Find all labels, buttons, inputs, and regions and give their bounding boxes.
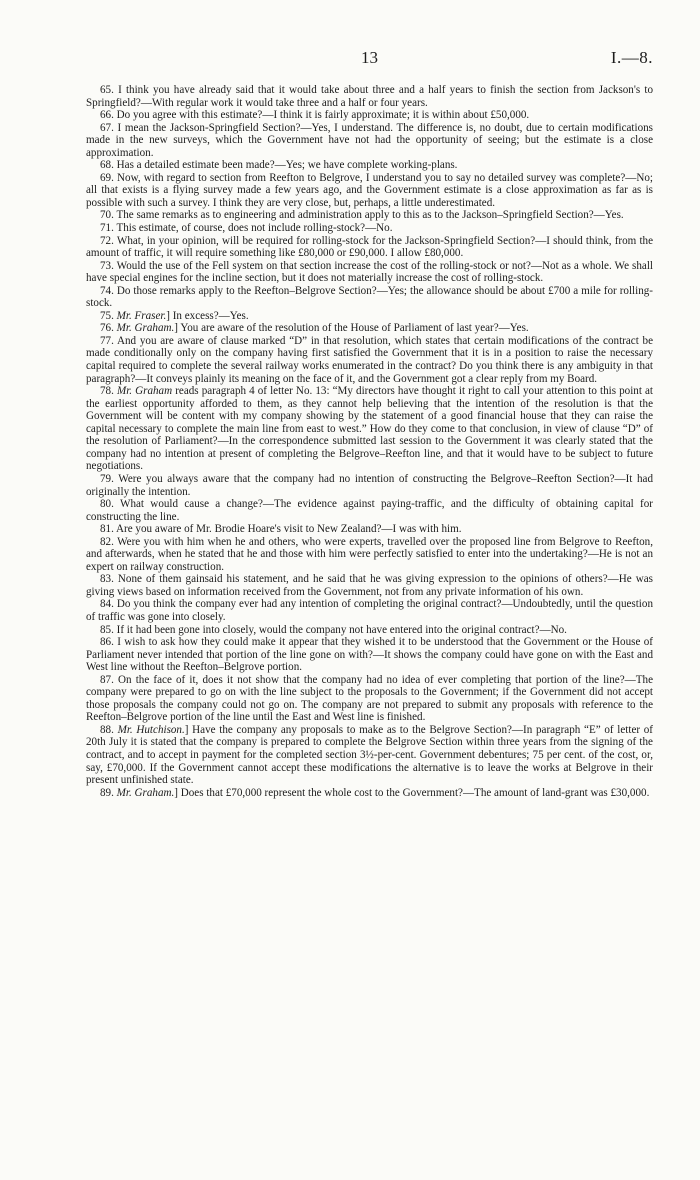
evidence-paragraph: 67. I mean the Jackson-Springfield Section?—Yes, I understand. The difference is, no doubt, due to certain modifications made in the new surveys, which the Government have not had the opportunity of seeing; but the estimate is a close approximation. xyxy=(86,121,653,159)
evidence-paragraph: 78. Mr. Graham reads paragraph 4 of letter No. 13: “My directors have thought it right to call your attention to this point at the earliest opportunity afforded to them, as they cannot help believing that the intention of the resolution is that the Government will be content with my company showing by the statement of a good financial house that they can raise the capital necessary to complete the main line from east to west.” How do they come to that conclusion, in view of clause “D” of the resolution of Parliament?—In the correspondence submitted last session to the Government it was clearly stated that the company had no intention at present of completing the Belgrove–Reefton line, and that it would have to be subject to future negotiations. xyxy=(86,385,654,473)
evidence-paragraph: 81. Are you aware of Mr. Brodie Hoare's visit to New Zealand?—I was with him. xyxy=(100,523,462,536)
evidence-paragraph: 86. I wish to ask how they could make it appear that they wished it to be understood that the Government or the House of Parliament never intended that portion of the line gone on with?—It shows the company could have gone on with the East and West line without the Reefton–Belgrove portion. xyxy=(86,636,653,674)
evidence-paragraph: 89. Mr. Graham.] Does that £70,000 represent the whole cost to the Government?—The amount of land-grant was £30,000. xyxy=(100,786,650,799)
evidence-paragraph: 74. Do those remarks apply to the Reefton–Belgrove Section?—Yes; the allowance should be about £700 a mile for rolling-stock. xyxy=(86,284,653,310)
evidence-paragraph: 84. Do you think the company ever had any intention of completing the original contract?—Undoubtedly, until the question of traffic was gone into closely. xyxy=(86,598,653,623)
evidence-paragraph: 66. Do you agree with this estimate?—I think it is fairly approximate; it is within about £50,000. xyxy=(100,109,530,122)
evidence-paragraph: 68. Has a detailed estimate been made?—Yes; we have complete working-plans. xyxy=(100,159,458,172)
page-number: 13 xyxy=(361,48,378,67)
evidence-paragraph: 76. Mr. Graham.] You are aware of the resolution of the House of Parliament of last year?—Yes. xyxy=(100,322,529,335)
evidence-paragraph: 82. Were you with him when he and others, who were experts, travelled over the proposed line from Belgrove to Reefton, and afterwards, when he stated that he and those with him were perfectly satisfied to enter into the undertaking?—He is not an expert on railway construction. xyxy=(86,535,653,573)
evidence-paragraph: 83. None of them gainsaid his statement, and he said that he was giving expression to the opinions of others?—He was giving views based on information received from the Government, not from any private information of his own. xyxy=(86,573,653,598)
page-header xyxy=(86,48,653,72)
evidence-paragraph: 85. If it had been gone into closely, would the company not have entered into the original contract?—No. xyxy=(100,623,567,636)
evidence-paragraph: 87. On the face of it, does it not show that the company had no idea of ever completing that portion of the line?—The company were prepared to go on with the line subject to the proposals to the Government; if the Government did not accept those proposals the company could not go on. The company are not prepared to submit any proposals with reference to the Reefton–Belgrove portion of the line until the East and West line is finished. xyxy=(86,673,653,724)
evidence-paragraph: 77. And you are aware of clause marked “D” in that resolution, which states that certain modifications of the contract be made conditionally only on the company having first satisfied the Government that it is in a position to raise the necessary capital required to complete the several railway works enumerated in the contract? Do you think there is any ambiguity in that paragraph?—It conveys plainly its meaning on the face of it, and the Government got a clear reply from my Board. xyxy=(86,334,653,385)
document-reference: I.—8. xyxy=(610,48,653,67)
evidence-paragraph: 71. This estimate, of course, does not include rolling-stock?—No. xyxy=(100,222,393,235)
evidence-body xyxy=(86,84,653,799)
evidence-paragraph: 79. Were you always aware that the company had no intention of constructing the Belgrove–Reefton Section?—It had originally the intention. xyxy=(86,472,653,498)
evidence-paragraph: 70. The same remarks as to engineering and administration apply to this as to the Jackson–Springfield Section?—Yes. xyxy=(100,209,624,222)
evidence-paragraph: 75. Mr. Fraser.] In excess?—Yes. xyxy=(100,309,249,322)
evidence-paragraph: 73. Would the use of the Fell system on that section increase the cost of the rolling-stock or not?—Not as a whole. We shall have special engines for the incline section, but it does not materially increase the cost of rolling-stock. xyxy=(86,259,653,285)
evidence-paragraph: 65. I think you have already said that it would take about three and a half years to finish the section from Jackson's to Springfield?—With regular work it would take three and a half or four years. xyxy=(86,84,653,109)
evidence-paragraph: 80. What would cause a change?—The evidence against paying-traffic, and the difficulty of obtaining capital for constructing the line. xyxy=(86,498,653,523)
evidence-paragraph: 72. What, in your opinion, will be required for rolling-stock for the Jackson-Springfield Section?—I should think, from the amount of traffic, it will require something like £80,000 or £90,000. I allow £80,000. xyxy=(86,234,653,260)
evidence-paragraph: 88. Mr. Hutchison.] Have the company any proposals to make as to the Belgrove Section?—In paragraph “E” of letter of 20th July it is stated that the company is prepared to complete the Belgrove Section within three years from the signing of the contract, and to accept in payment for the completed section 3½-per-cent. Government debentures; 75 per cent. of the cost, or, say, £70,000. If the Government cannot accept these modifications the alternative is to leave the works at Belgrove in their present unfinished state. xyxy=(86,723,654,787)
evidence-paragraph: 69. Now, with regard to section from Reefton to Belgrove, I understand you to say no detailed survey was complete?—No; all that exists is a flying survey made a few years ago, and the Government estimate is a close approximation as far as is possible with such a survey. I think they are very close, but, perhaps, a little underestimated. xyxy=(86,171,653,209)
